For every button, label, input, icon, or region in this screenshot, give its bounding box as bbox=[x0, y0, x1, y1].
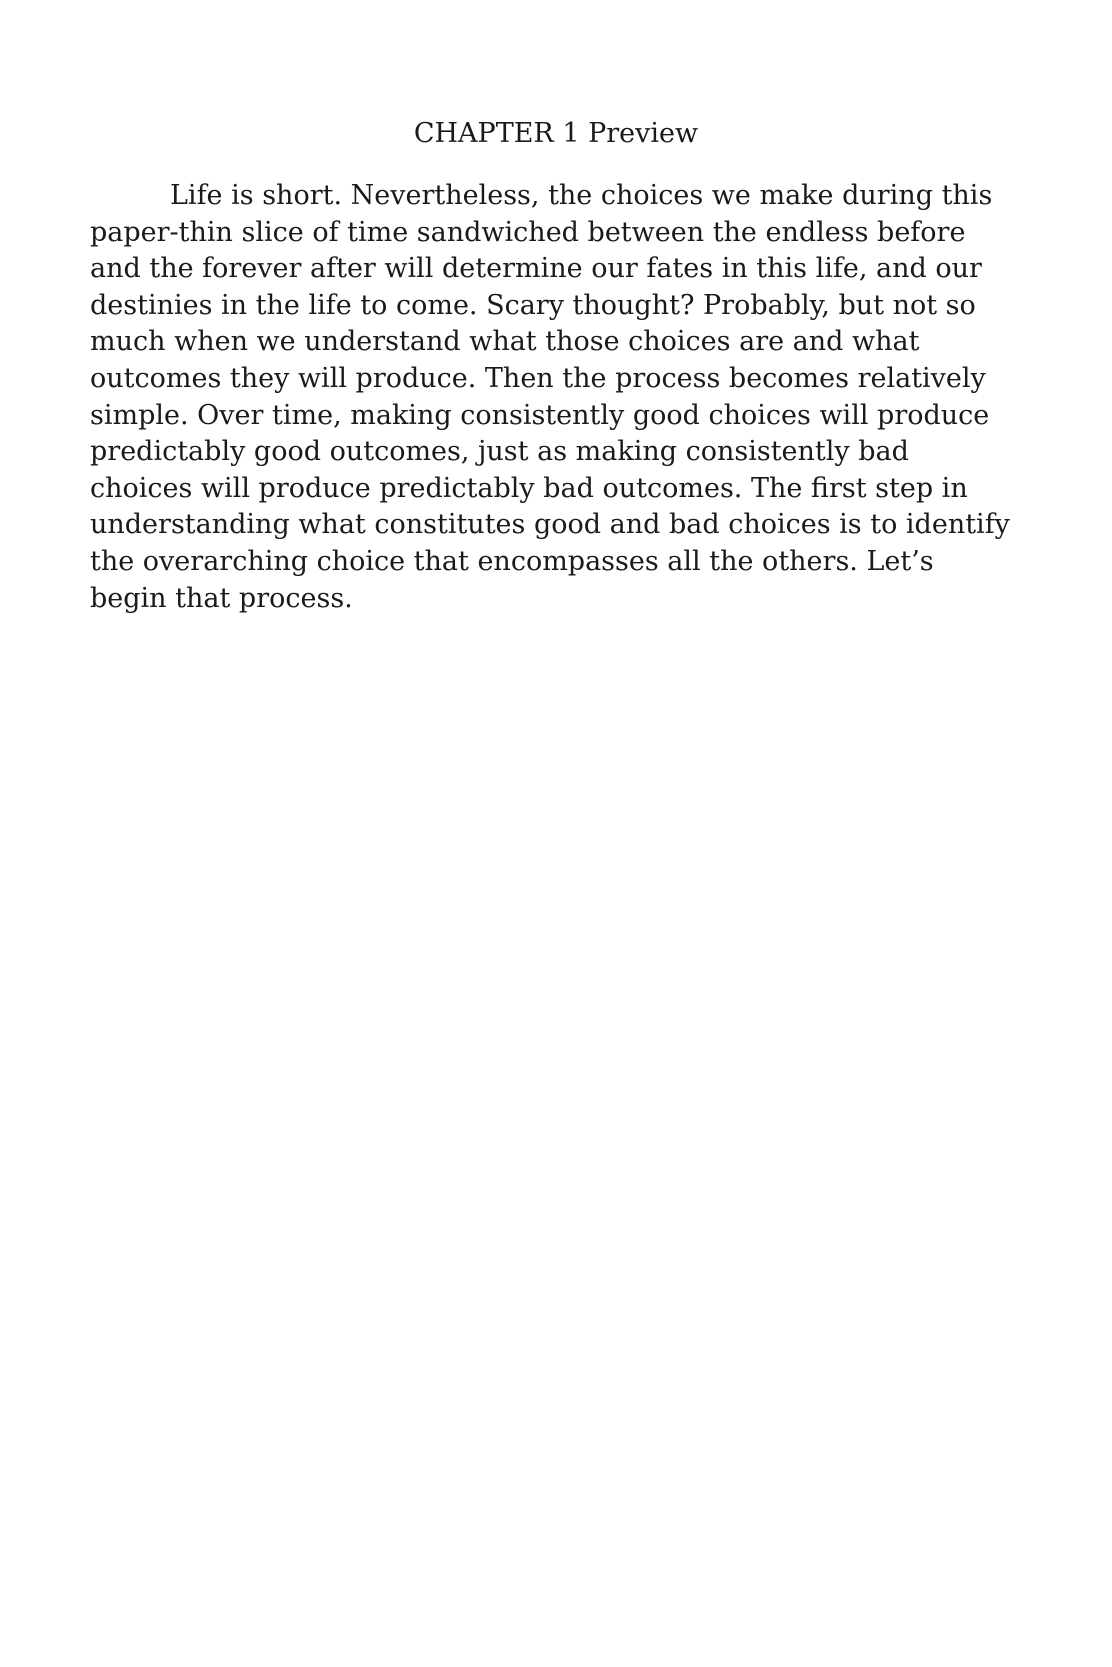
body-paragraph: Life is short. Nevertheless, the choices we make during this paper-thin slice of time sandwiched between the endless before and the forever after will determine our fates in this life, and our destinies in the life to come. Scary thought? Probably, but not so much when we understand what those choices are and what outcomes they will produce. Then the process becomes relatively simple. Over time, making consistently good choices will produce predictably good outcomes, just as making consistently bad choices will produce predictably bad outcomes. The first step in understanding what constitutes good and bad choices is to identify the overarching choice that encompasses all the others. Let’s begin that process. bbox=[90, 180, 1010, 614]
chapter-heading: CHAPTER 1 Preview bbox=[413, 118, 699, 149]
